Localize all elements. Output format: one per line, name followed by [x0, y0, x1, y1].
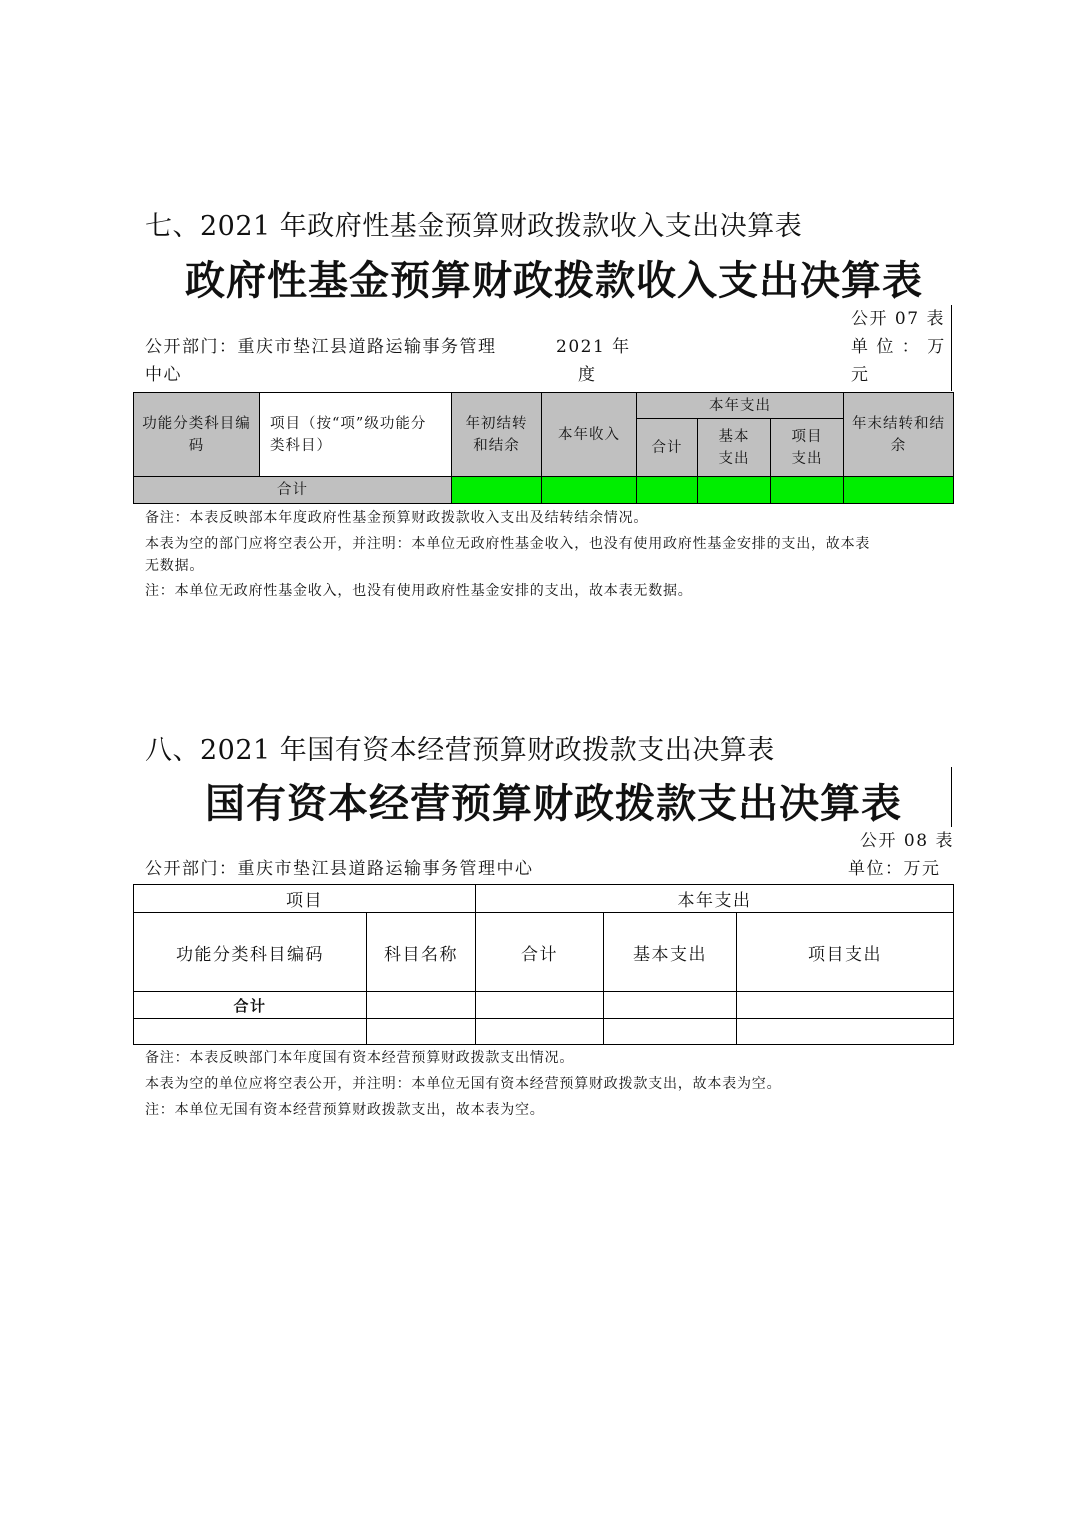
header-item: 项目（按“项”级功能分类科目）: [260, 393, 452, 477]
section8-note-1: 备注：本表反映部门本年度国有资本经营预算财政拨款支出情况。: [145, 1050, 575, 1066]
section7-note-2: 本表为空的部门应将空表公开，并注明：本单位无政府性基金收入，也没有使用政府性基金安排的支出，故本表: [145, 536, 871, 552]
header-end-balance: 年末结转和结余: [844, 393, 954, 477]
header-expense-group: 本年支出: [476, 885, 954, 913]
total-total-cell: [476, 992, 604, 1019]
section7-note-4: 注：本单位无政府性基金收入，也没有使用政府性基金安排的支出，故本表无数据。: [145, 583, 693, 599]
section7-note-1: 备注：本表反映部本年度政府性基金预算财政拨款收入支出及结转结余情况。: [145, 510, 649, 526]
total-income-cell: [542, 477, 637, 504]
total-begin-balance-cell: [452, 477, 542, 504]
header-expense-group: 本年支出: [637, 393, 844, 419]
empty-name-cell: [367, 1019, 476, 1045]
section7-year-line2: 度: [578, 365, 597, 385]
header-basic: 基本支出: [604, 913, 737, 992]
section8-table-number: 公开 08 表: [860, 831, 954, 851]
section8-note-3: 注：本单位无国有资本经营预算财政拨款支出，故本表为空。: [145, 1102, 545, 1118]
section8-table: [133, 884, 954, 1045]
total-row-label: 合计: [134, 992, 367, 1019]
empty-basic-cell: [604, 1019, 737, 1045]
header-income: 本年收入: [542, 393, 637, 477]
total-end-balance-cell: [844, 477, 954, 504]
section7-unit-line1: 单 位 ： 万: [851, 337, 946, 357]
empty-total-cell: [476, 1019, 604, 1045]
header-project: 项目支出: [737, 913, 954, 992]
section8-border-line: [951, 767, 952, 827]
section8-title: 国有资本经营预算财政拨款支出决算表: [205, 780, 902, 827]
section7-heading: 七、2021 年政府性基金预算财政拨款收入支出决算表: [145, 211, 803, 242]
section7-unit-line2: 元: [851, 365, 870, 385]
section7-note-3: 无数据。: [145, 558, 205, 574]
header-code: 功能分类科目编码: [134, 913, 367, 992]
header-total: 合计: [476, 913, 604, 992]
total-project-cell: [737, 992, 954, 1019]
section7-dept-line1: 公开部门：重庆市垫江县道路运输事务管理: [145, 337, 497, 357]
section8-unit: 单位：万元: [848, 859, 941, 879]
section8-heading: 八、2021 年国有资本经营预算财政拨款支出决算表: [145, 735, 775, 766]
header-item-group: 项目: [134, 885, 476, 913]
header-expense-total: 合计: [637, 419, 698, 477]
section7-title: 政府性基金预算财政拨款收入支出决算表: [185, 257, 923, 304]
header-expense-project: 项目支出: [771, 419, 844, 477]
section7-table-number: 公开 07 表: [851, 309, 945, 329]
total-expense-total-cell: [637, 477, 698, 504]
section8-note-2: 本表为空的单位应将空表公开，并注明：本单位无国有资本经营预算财政拨款支出，故本表为空。: [145, 1076, 782, 1092]
header-name: 科目名称: [367, 913, 476, 992]
section7-dept-line2: 中心: [145, 365, 182, 385]
total-expense-basic-cell: [698, 477, 771, 504]
empty-project-cell: [737, 1019, 954, 1045]
section7-table: [133, 392, 954, 504]
section7-year-line1: 2021 年: [556, 337, 631, 357]
total-basic-cell: [604, 992, 737, 1019]
total-expense-project-cell: [771, 477, 844, 504]
header-begin-balance: 年初结转和结余: [452, 393, 542, 477]
header-code: 功能分类科目编码: [134, 393, 260, 477]
section8-dept: 公开部门：重庆市垫江县道路运输事务管理中心: [145, 859, 534, 879]
total-name-cell: [367, 992, 476, 1019]
total-row-label: 合计: [134, 477, 452, 504]
empty-code-cell: [134, 1019, 367, 1045]
header-expense-basic: 基本支出: [698, 419, 771, 477]
section7-border-line: [951, 305, 952, 391]
